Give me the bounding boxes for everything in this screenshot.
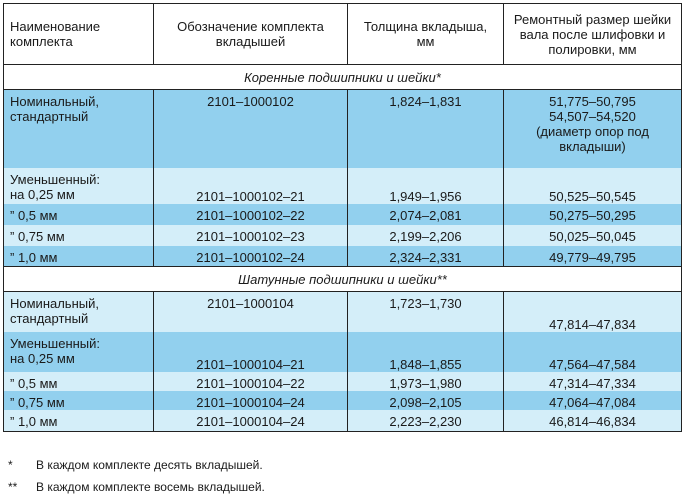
repair-size-line: 50,275–50,295 — [549, 207, 636, 223]
table-row — [4, 410, 682, 432]
repair-size-cell — [504, 246, 682, 267]
repair-size-line: (диаметр опор под — [536, 124, 649, 139]
table-row — [4, 204, 682, 225]
table-row — [4, 292, 682, 332]
repair-size-line: 49,779–49,795 — [549, 249, 636, 265]
kit-code-cell: 2101–1000104–24 — [154, 391, 348, 410]
kit-code-cell: 2101–1000104 — [154, 292, 348, 332]
kit-name-cell — [4, 204, 154, 225]
table-row — [4, 225, 682, 246]
section-title-row — [4, 65, 682, 90]
repair-size-line: 46,814–46,834 — [549, 413, 636, 429]
repair-size-cell — [504, 391, 682, 410]
kit-name-line: ” 1,0 мм — [10, 249, 58, 265]
kit-name-line: ” 0,75 мм — [10, 394, 65, 410]
kit-name-line: ” 1,0 мм — [10, 413, 58, 429]
table-row — [4, 90, 682, 168]
thickness-cell: 2,324–2,331 — [348, 246, 504, 267]
table-body — [4, 65, 682, 432]
repair-size-cell — [504, 168, 682, 204]
kit-name-cell — [4, 391, 154, 410]
kit-name-cell — [4, 292, 154, 332]
table-row — [4, 372, 682, 391]
section-title: Коренные подшипники и шейки* — [4, 65, 682, 90]
repair-size-cell — [504, 292, 682, 332]
repair-size-cell — [504, 225, 682, 246]
header-repair-size: Ремонтный размер шейки вала после шлифовки и полировки, мм — [504, 4, 682, 65]
repair-size-cell — [504, 410, 682, 432]
kit-name-line: ” 0,5 мм — [10, 207, 58, 223]
repair-size-line: 50,025–50,045 — [549, 228, 636, 244]
thickness-cell: 1,973–1,980 — [348, 372, 504, 391]
repair-size-line: 50,525–50,545 — [549, 188, 636, 204]
table-row — [4, 168, 682, 204]
header-kit-name: Наименование комплекта — [4, 4, 154, 65]
repair-size-cell — [504, 332, 682, 372]
kit-name-cell — [4, 225, 154, 246]
kit-name-cell — [4, 90, 154, 168]
kit-code-cell: 2101–1000102 — [154, 90, 348, 168]
kit-name-line: ” 0,75 мм — [10, 228, 65, 244]
thickness-cell: 1,949–1,956 — [348, 168, 504, 204]
kit-name-line: на 0,25 мм — [10, 186, 75, 202]
section-title-row — [4, 267, 682, 292]
bearing-spec-table — [3, 3, 682, 432]
table-header-row — [4, 4, 682, 65]
table-row — [4, 246, 682, 267]
kit-name-cell — [4, 246, 154, 267]
repair-size-line: 54,507–54,520 — [549, 109, 636, 124]
thickness-cell: 2,098–2,105 — [348, 391, 504, 410]
table-row — [4, 391, 682, 410]
kit-name-cell — [4, 410, 154, 432]
header-thickness: Толщина вкладыша, мм — [348, 4, 504, 65]
header-kit-code: Обозначение комплекта вкладышей — [154, 4, 348, 65]
repair-size-line: 47,314–47,334 — [549, 375, 636, 391]
kit-code-cell: 2101–1000102–21 — [154, 168, 348, 204]
repair-size-cell — [504, 372, 682, 391]
kit-name-line: Номинальный, — [10, 296, 99, 311]
footnote-text: В каждом комплекте десять вкладышей. — [36, 458, 263, 472]
kit-code-cell: 2101–1000102–23 — [154, 225, 348, 246]
thickness-cell: 1,723–1,730 — [348, 292, 504, 332]
kit-name-line: Уменьшенный: — [10, 171, 101, 187]
kit-name-line: стандартный — [10, 109, 89, 124]
footnote-text: В каждом комплекте восемь вкладышей. — [36, 480, 265, 494]
kit-code-cell: 2101–1000104–22 — [154, 372, 348, 391]
kit-code-cell: 2101–1000102–24 — [154, 246, 348, 267]
repair-size-cell — [504, 90, 682, 168]
thickness-cell: 2,074–2,081 — [348, 204, 504, 225]
kit-name-line: Номинальный, — [10, 94, 99, 109]
repair-size-cell — [504, 204, 682, 225]
kit-code-cell: 2101–1000104–24 — [154, 410, 348, 432]
thickness-cell: 2,223–2,230 — [348, 410, 504, 432]
repair-size-line: вкладыши) — [559, 139, 626, 154]
kit-name-cell — [4, 332, 154, 372]
thickness-cell: 1,848–1,855 — [348, 332, 504, 372]
kit-name-line: стандартный — [10, 311, 89, 326]
repair-size-line: 47,064–47,084 — [549, 394, 636, 410]
thickness-cell: 1,824–1,831 — [348, 90, 504, 168]
thickness-cell: 2,199–2,206 — [348, 225, 504, 246]
repair-size-line: 51,775–50,795 — [549, 94, 636, 109]
footnote-mark: * — [8, 458, 13, 472]
kit-name-line: Уменьшенный: — [10, 335, 101, 351]
kit-code-cell: 2101–1000104–21 — [154, 332, 348, 372]
section-title: Шатунные подшипники и шейки** — [4, 267, 682, 292]
repair-size-line: 47,814–47,834 — [549, 316, 636, 332]
footnote-mark: ** — [8, 480, 18, 494]
table-row — [4, 332, 682, 372]
kit-name-cell — [4, 168, 154, 204]
kit-code-cell: 2101–1000102–22 — [154, 204, 348, 225]
kit-name-line: на 0,25 мм — [10, 350, 75, 366]
repair-size-line: 47,564–47,584 — [549, 356, 636, 372]
kit-name-line: ” 0,5 мм — [10, 375, 58, 391]
kit-name-cell — [4, 372, 154, 391]
